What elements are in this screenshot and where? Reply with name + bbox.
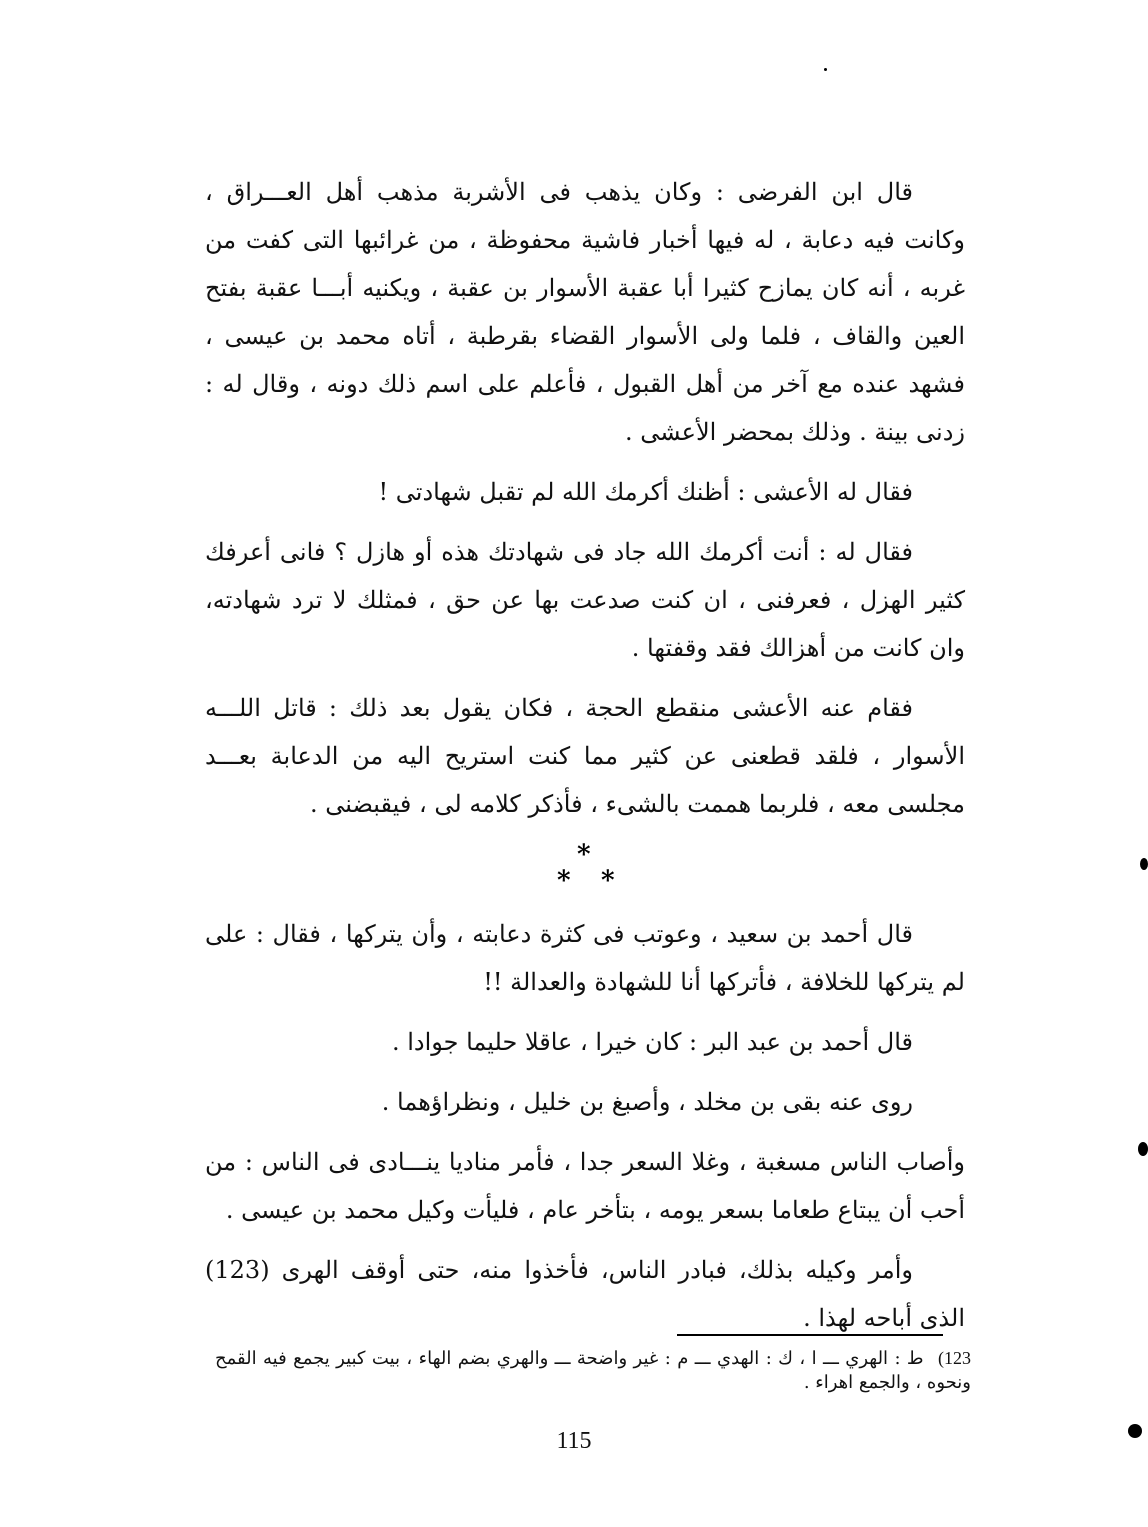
page-number: 115	[556, 1428, 592, 1454]
main-text	[205, 168, 965, 1354]
scan-speck	[1140, 858, 1148, 870]
separator-star: *	[557, 866, 571, 896]
footnote-divider	[677, 1334, 943, 1336]
paragraph-famine: وأصاب الناس مسغبة ، وغلا السعر جدا ، فأمر مناديا ينـــادى فى الناس : من أحب أن يبتاع طعاما بسعر يومه ، بتأخر عام ، فليأت وكيل محمد بن عيسى .	[205, 1148, 965, 1224]
footnote	[215, 1346, 971, 1395]
paragraph-alashi-reply: فقال له الأعشى : أظنك أكرمك الله لم تقبل شهادتى !	[378, 478, 913, 506]
scan-speck	[1138, 1142, 1148, 1156]
paragraph-ahmad-ibn-said: قال أحمد بن سعيد ، وعوتب فى كثرة دعابته ، وأن يتركها ، فقال : على لم يتركها للخلافة ، فأتركها أنا للشهادة والعدالة !!	[205, 920, 965, 996]
paragraph-agent: وأمر وكيله بذلك، فبادر الناس، فأخذوا منه، حتى أوقف الهرى (123) الذى أباحه لهذا .	[205, 1256, 965, 1332]
footnote-text: ط : الهري ـــ ا ، ك : الهدي ـــ م : غير واضحة ـــ والهري بضم الهاء ، بيت كبير يجمع فيه القمح ونحوه ، والجمع اهراء .	[215, 1348, 971, 1393]
scan-speck	[1128, 1424, 1142, 1438]
separator-star: *	[601, 866, 615, 896]
separator-star: *	[577, 840, 591, 870]
section-separator	[205, 840, 965, 900]
paragraph-ibn-alfaradi: قال ابن الفرضى : وكان يذهب فى الأشربة مذهب أهل العـــراق ، وكانت فيه دعابة ، له فيها أخبار فاشية محفوظة ، من غرائبها التى كفت من غربه ، أنه كان يمازح كثيرا أبا عقبة الأسوار بن عقبة ، ويكنيه أبـــا عقبة بفتح العين والقاف ، فلما ولى الأسوار القضاء بقرطبة ، أتاه محمد بن عيسى ، فشهد عنده مع آخر من أهل القبول ، فأعلم على اسم ذلك دونه ، وقال له : زدنى بينة . وذلك بمحضر الأعشى .	[205, 178, 965, 446]
paragraph-alaswar-answer: فقال له : أنت أكرمك الله جاد فى شهادتك هذه أو هازل ؟ فانى أعرفك كثير الهزل ، فعرفنى ، ان كنت صدعت بها عن حق ، فمثلك لا ترد شهادته، وان كانت من أهزالك فقد وقفتها .	[205, 538, 965, 662]
paragraph-alashi-leaves: فقام عنه الأعشى منقطع الحجة ، فكان يقول بعد ذلك : قاتل اللـــه الأسوار ، فلقد قطعنى عن كثير مما كنت استريح اليه من الدعابة بعـــد مجلسى معه ، فلربما هممت بالشىء ، فأذكر كلامه لى ، فيقبضنى .	[205, 694, 965, 818]
paragraph-narrators: روى عنه بقى بن مخلد ، وأصبغ بن خليل ، ونظراؤهما .	[381, 1088, 913, 1116]
paragraph-ibn-abd-albarr: قال أحمد بن عبد البر : كان خيرا ، عاقلا حليما جوادا .	[391, 1028, 913, 1056]
footnote-number: 123)	[937, 1348, 971, 1368]
scan-speck	[824, 68, 827, 71]
